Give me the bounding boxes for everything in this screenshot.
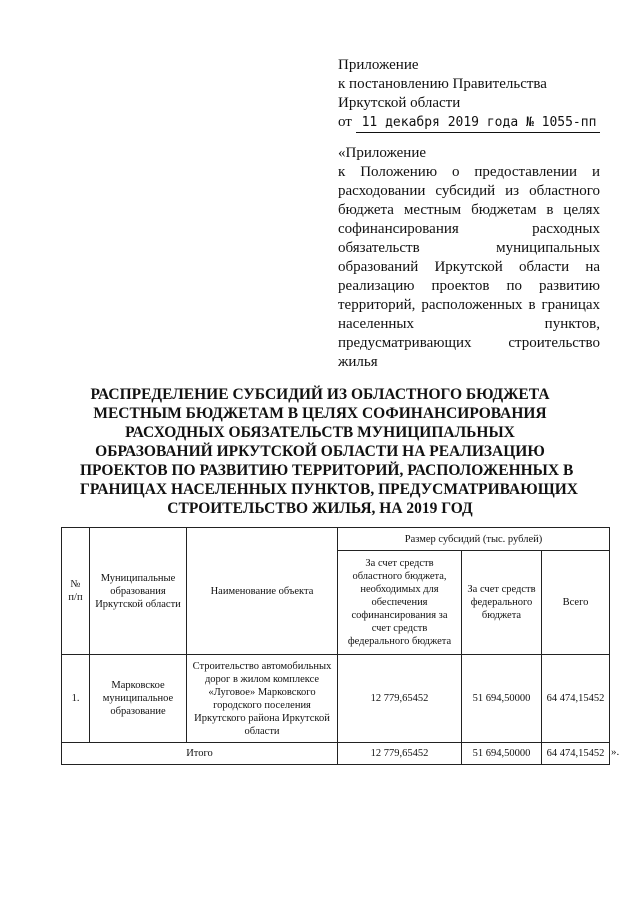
decree-from-label: от <box>338 114 352 130</box>
regulation-line: населенных пунктов, <box>338 316 600 332</box>
subsidy-table <box>61 527 610 765</box>
regulation-reference <box>338 144 600 372</box>
header-regional-budget: За счет средств областного бюджета, необходимых для обеспечения софинансирования за счет средств федерального бюджета <box>338 551 462 655</box>
title-line: СТРОИТЕЛЬСТВО ЖИЛЬЯ, НА 2019 ГОД <box>167 500 473 517</box>
closing-quote-mark: ». <box>611 746 620 758</box>
title-line: РАСХОДНЫХ ОБЯЗАТЕЛЬСТВ МУНИЦИПАЛЬНЫХ <box>125 424 515 441</box>
regulation-line: «Приложение <box>338 145 427 161</box>
header-num: № п/п <box>62 528 90 655</box>
regulation-line: предусматривающих строительство <box>338 335 600 351</box>
header-municipality: Муниципальные образования Иркутской области <box>90 528 187 655</box>
regulation-line: к Положению о предоставлении и <box>338 164 600 180</box>
regulation-line: реализацию проектов по развитию <box>338 278 600 294</box>
title-line: ОБРАЗОВАНИЙ ИРКУТСКОЙ ОБЛАСТИ НА РЕАЛИЗАЦИЮ <box>95 443 545 460</box>
decree-date-number: 11 декабря 2019 года № 1055-пп <box>356 113 601 133</box>
regulation-line: образований Иркутской области на <box>338 259 600 275</box>
regulation-line: жилья <box>338 354 378 370</box>
header-federal-budget: За счет средств федерального бюджета <box>462 551 542 655</box>
regulation-line: обязательств муниципальных <box>338 240 600 256</box>
total-federal-amount: 51 694,50000 <box>462 743 542 765</box>
total-row <box>62 743 610 765</box>
total-sum-amount: 64 474,15452 <box>542 743 610 765</box>
document-title <box>80 385 578 518</box>
row-total-amount: 64 474,15452 <box>542 655 610 743</box>
appendix-decree-ref: к постановлению Правительства <box>338 76 547 92</box>
row-municipality: Марковское муниципальное образование <box>90 655 187 743</box>
appendix-region: Иркутской области <box>338 95 461 111</box>
row-object: Строительство автомобильных дорог в жилом комплексе «Луговое» Марковского городского поселения Иркутского района Иркутской области <box>187 655 338 743</box>
total-label: Итого <box>62 743 338 765</box>
row-regional-amount: 12 779,65452 <box>338 655 462 743</box>
header-total: Всего <box>542 551 610 655</box>
table-row <box>62 655 610 743</box>
appendix-header <box>338 56 600 133</box>
regulation-line: расходовании субсидий из областного <box>338 183 600 199</box>
appendix-title: Приложение <box>338 57 419 73</box>
title-line: МЕСТНЫМ БЮДЖЕТАМ В ЦЕЛЯХ СОФИНАНСИРОВАНИЯ <box>93 405 547 422</box>
decree-line <box>338 113 600 133</box>
header-object: Наименование объекта <box>187 528 338 655</box>
total-regional-amount: 12 779,65452 <box>338 743 462 765</box>
title-line: РАСПРЕДЕЛЕНИЕ СУБСИДИЙ ИЗ ОБЛАСТНОГО БЮДЖЕТА <box>90 386 550 403</box>
row-federal-amount: 51 694,50000 <box>462 655 542 743</box>
title-line: ПРОЕКТОВ ПО РАЗВИТИЮ ТЕРРИТОРИЙ, РАСПОЛОЖЕННЫХ В <box>80 462 574 479</box>
header-subsidy-group: Размер субсидий (тыс. рублей) <box>338 528 610 551</box>
regulation-line: территорий, расположенных в границах <box>338 297 600 313</box>
regulation-line: софинансирования расходных <box>338 221 600 237</box>
row-num: 1. <box>62 655 90 743</box>
title-line: ГРАНИЦАХ НАСЕЛЕННЫХ ПУНКТОВ, ПРЕДУСМАТРИВАЮЩИХ <box>80 481 578 498</box>
regulation-line: бюджета местным бюджетам в целях <box>338 202 600 218</box>
